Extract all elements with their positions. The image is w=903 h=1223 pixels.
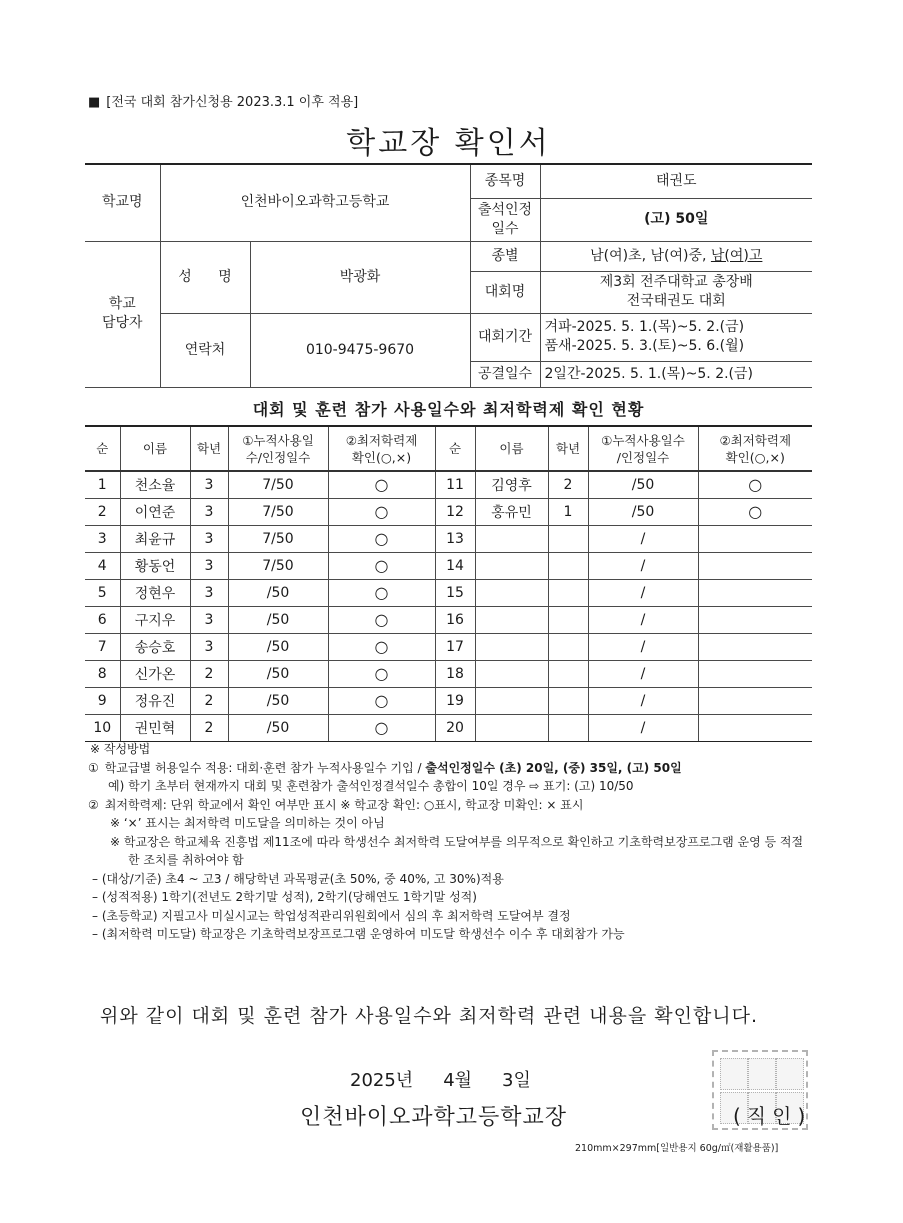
- roster-cell-name: 정현우: [120, 579, 190, 606]
- roster-row: [85, 498, 812, 525]
- form-usage-note: [88, 91, 358, 110]
- roster-cell-check: ○: [328, 606, 435, 633]
- roster-cell-no: 17: [435, 633, 475, 660]
- roster-cell-grade: 1: [548, 498, 588, 525]
- roster-cell-name: 황동언: [120, 552, 190, 579]
- contact-value: 010-9475-9670: [250, 313, 470, 387]
- criteria-item: – (최저학력 미도달) 학교장은 기초학력보장프로그램 운영하여 미도달 학생선수 이수 후 대회참가 가능: [92, 927, 625, 941]
- event-period-label: 대회기간: [470, 313, 540, 361]
- event-period-poomsae: 품새-2025. 5. 3.(토)~5. 6.(월): [544, 338, 745, 354]
- event-name-value: [540, 271, 812, 313]
- instruction-1-text: 학교급별 허용일수 적용: 대회·훈련 참가 누적사용일수 기입 /: [104, 760, 426, 775]
- event-name-line1: 제3회 전주대학교 총장배: [599, 274, 753, 290]
- roster-cell-no: 3: [85, 525, 120, 552]
- roster-cell-check: ○: [328, 714, 435, 741]
- criteria-item: – (초등학교) 지필고사 미실시교는 학업성적관리위원회에서 심의 후 최저학력 도달여부 결정: [92, 908, 571, 923]
- header-check-line1: ②최저학력제: [719, 432, 792, 448]
- roster-cell-days: 7/50: [228, 498, 328, 525]
- event-name-label: 대회명: [470, 271, 540, 313]
- school-manager-label: [85, 241, 160, 387]
- roster-cell-grade: 3: [190, 552, 228, 579]
- roster-cell-check: ○: [698, 498, 812, 525]
- header-days: [228, 426, 328, 471]
- confirmation-statement: 위와 같이 대회 및 훈련 참가 사용일수와 최저학력 관련 내용을 확인합니다.: [100, 1005, 759, 1027]
- header-check: [698, 426, 812, 471]
- header-days-line1: ①누적사용일수: [601, 432, 685, 448]
- instruction-2-number: ②: [88, 797, 99, 812]
- roster-cell-grade: 3: [190, 579, 228, 606]
- attendance-days-label: [470, 198, 540, 241]
- roster-cell-no: 2: [85, 498, 120, 525]
- roster-cell-days: /: [588, 579, 698, 606]
- excused-days-label: 공결일수: [470, 361, 540, 387]
- roster-cell-check: ○: [328, 552, 435, 579]
- header-check: [328, 426, 435, 471]
- instruction-2-text: 최저학력제: 단위 학교에서 확인 여부만 표시 ※ 학교장 확인: ○표시, 학교장 미확인: × 표시: [104, 797, 584, 812]
- roster-cell-grade: [548, 633, 588, 660]
- criteria-item: – (대상/기준) 초4 ~ 고3 / 해당학년 과목평균(초 50%, 중 40%, 고 30%)적용: [92, 871, 504, 886]
- roster-header-row: [85, 426, 812, 471]
- roster-cell-no: 16: [435, 606, 475, 633]
- roster-cell-grade: [548, 525, 588, 552]
- roster-cell-check: ○: [328, 498, 435, 525]
- header-check-line1: ②최저학력제: [345, 432, 418, 448]
- roster-cell-days: /: [588, 714, 698, 741]
- roster-row: [85, 633, 812, 660]
- roster-cell-days: /50: [228, 633, 328, 660]
- roster-cell-days: /: [588, 525, 698, 552]
- roster-cell-days: /50: [588, 471, 698, 498]
- school-name-label: 학교명: [85, 164, 160, 241]
- instructions-heading: ※ 작성방법: [90, 742, 151, 756]
- school-manager-label-line1: 학교: [108, 296, 136, 312]
- roster-cell-no: 1: [85, 471, 120, 498]
- roster-cell-name: [475, 579, 548, 606]
- roster-cell-grade: [548, 687, 588, 714]
- header-name: 이름: [475, 426, 548, 471]
- document-title: 학교장 확인서: [346, 126, 551, 161]
- roster-cell-days: /50: [228, 660, 328, 687]
- header-check-line2: 확인(○,×): [725, 449, 785, 465]
- excused-days-value: 2일간-2025. 5. 1.(목)~5. 2.(금): [540, 361, 812, 387]
- roster-cell-days: /50: [588, 498, 698, 525]
- school-manager-label-line2: 담당자: [101, 315, 143, 331]
- sport-label: 종목명: [470, 164, 540, 198]
- roster-cell-days: 7/50: [228, 552, 328, 579]
- roster-cell-check: [698, 687, 812, 714]
- category-selected: 남(여)고: [710, 247, 763, 264]
- contact-label: 연락처: [160, 313, 250, 387]
- roster-cell-check: [698, 714, 812, 741]
- roster-cell-grade: 3: [190, 471, 228, 498]
- category-value: [540, 241, 812, 271]
- principal-signature-line: 인천바이오과학고등학교장: [300, 1105, 568, 1130]
- instruction-1-number: ①: [88, 760, 99, 775]
- roster-cell-grade: 3: [190, 498, 228, 525]
- roster-cell-check: ○: [328, 525, 435, 552]
- roster-cell-check: [698, 552, 812, 579]
- roster-cell-no: 7: [85, 633, 120, 660]
- header-days-line2: 수/인정일수: [245, 449, 311, 465]
- roster-cell-name: [475, 687, 548, 714]
- roster-cell-grade: [548, 660, 588, 687]
- roster-cell-days: /50: [228, 606, 328, 633]
- roster-row: [85, 579, 812, 606]
- roster-cell-no: 4: [85, 552, 120, 579]
- attendance-days-label-line2: 일수: [491, 220, 519, 237]
- roster-cell-name: [475, 660, 548, 687]
- roster-cell-name: [475, 714, 548, 741]
- roster-cell-days: /: [588, 633, 698, 660]
- roster-cell-check: ○: [328, 633, 435, 660]
- roster-cell-check: ○: [328, 471, 435, 498]
- roster-row: [85, 471, 812, 498]
- seal-label: (직인): [733, 1104, 812, 1128]
- roster-cell-name: 권민혁: [120, 714, 190, 741]
- roster-cell-name: 신가온: [120, 660, 190, 687]
- instruction-1-bold: 출석인정일수 (초) 20일, (중) 35일, (고) 50일: [425, 760, 682, 775]
- roster-cell-no: 6: [85, 606, 120, 633]
- category-label: 종별: [470, 241, 540, 271]
- roster-cell-check: [698, 633, 812, 660]
- roster-cell-no: 14: [435, 552, 475, 579]
- roster-cell-grade: [548, 714, 588, 741]
- square-bullet-icon: ■: [88, 95, 101, 110]
- roster-cell-grade: 2: [548, 471, 588, 498]
- manager-name-label: 성 명: [160, 241, 250, 313]
- roster-cell-grade: 2: [190, 660, 228, 687]
- roster-cell-name: 구지우: [120, 606, 190, 633]
- roster-cell-no: 20: [435, 714, 475, 741]
- roster-cell-check: ○: [328, 579, 435, 606]
- roster-cell-grade: 2: [190, 687, 228, 714]
- header-grade: 학년: [190, 426, 228, 471]
- criteria-item: – (성적적용) 1학기(전년도 2학기말 성적), 2학기(당해연도 1학기말 성적): [92, 890, 477, 904]
- roster-cell-check: ○: [328, 687, 435, 714]
- roster-row: [85, 606, 812, 633]
- attendance-days-label-line1: 출석인정: [477, 201, 533, 218]
- date-day: 3일: [502, 1070, 531, 1091]
- roster-cell-no: 18: [435, 660, 475, 687]
- category-options: 남(여)초, 남(여)중,: [590, 247, 711, 264]
- roster-cell-days: /: [588, 552, 698, 579]
- roster-cell-no: 15: [435, 579, 475, 606]
- roster-cell-name: 천소율: [120, 471, 190, 498]
- header-check-line2: 확인(○,×): [351, 449, 412, 465]
- roster-cell-grade: 3: [190, 606, 228, 633]
- roster-cell-check: [698, 660, 812, 687]
- roster-cell-name: 송승호: [120, 633, 190, 660]
- roster-table: [85, 425, 812, 742]
- roster-cell-no: 8: [85, 660, 120, 687]
- date-year: 2025년: [350, 1070, 414, 1091]
- roster-cell-grade: [548, 552, 588, 579]
- instruction-1: [88, 759, 810, 778]
- instruction-2-note: ※ ‘×’ 표시는 최저학력 미도달을 의미하는 것이 아님: [110, 816, 385, 830]
- school-name-value: 인천바이오과학고등학교: [160, 164, 470, 241]
- event-period-value: [540, 313, 812, 361]
- confirmation-date: [350, 1066, 531, 1092]
- form-usage-text: [전국 대회 참가신청용 2023.3.1 이후 적용]: [106, 95, 359, 110]
- roster-cell-days: /50: [228, 714, 328, 741]
- manager-name-value: 박광화: [250, 241, 470, 313]
- instruction-2: [88, 796, 810, 815]
- header-days-line2: /인정일수: [616, 449, 670, 465]
- roster-cell-grade: 2: [190, 714, 228, 741]
- roster-cell-days: /50: [228, 687, 328, 714]
- roster-cell-grade: [548, 579, 588, 606]
- roster-cell-name: 최윤규: [120, 525, 190, 552]
- roster-cell-days: 7/50: [228, 471, 328, 498]
- roster-cell-name: [475, 633, 548, 660]
- roster-cell-days: /: [588, 660, 698, 687]
- header-grade: 학년: [548, 426, 588, 471]
- roster-cell-no: 9: [85, 687, 120, 714]
- school-info-table: [85, 163, 812, 388]
- roster-cell-no: 19: [435, 687, 475, 714]
- roster-cell-name: [475, 606, 548, 633]
- roster-row: [85, 714, 812, 741]
- roster-body: [85, 471, 812, 741]
- roster-cell-no: 5: [85, 579, 120, 606]
- roster-cell-grade: [548, 606, 588, 633]
- header-name: 이름: [120, 426, 190, 471]
- roster-cell-days: 7/50: [228, 525, 328, 552]
- roster-cell-no: 12: [435, 498, 475, 525]
- roster-cell-check: [698, 606, 812, 633]
- roster-cell-grade: 3: [190, 633, 228, 660]
- roster-row: [85, 660, 812, 687]
- roster-cell-check: [698, 525, 812, 552]
- roster-cell-check: [698, 579, 812, 606]
- event-name-line2: 전국태권도 대회: [626, 293, 726, 309]
- roster-cell-no: 13: [435, 525, 475, 552]
- sport-value: 태권도: [540, 164, 812, 198]
- writing-instructions: [88, 740, 810, 944]
- roster-row: [85, 525, 812, 552]
- roster-cell-days: /: [588, 606, 698, 633]
- roster-section-title: 대회 및 훈련 참가 사용일수와 최저학력제 확인 현황: [252, 400, 645, 419]
- roster-row: [85, 552, 812, 579]
- paper-spec-footer: 210mm×297mm[일반용지 60g/㎡(재활용품)]: [575, 1143, 779, 1154]
- roster-cell-days: /50: [228, 579, 328, 606]
- roster-cell-name: 홍유민: [475, 498, 548, 525]
- roster-cell-no: 11: [435, 471, 475, 498]
- date-month: 4월: [443, 1070, 473, 1091]
- instruction-1-example: 예) 학기 초부터 현재까지 대회 및 훈련참가 출석인정결석일수 총합이 10일 경우 ⇨ 표기: (고) 10/50: [108, 779, 634, 793]
- event-period-sparring: 겨파-2025. 5. 1.(목)~5. 2.(금): [544, 319, 745, 335]
- roster-cell-name: [475, 552, 548, 579]
- roster-cell-name: 이연준: [120, 498, 190, 525]
- roster-cell-grade: 3: [190, 525, 228, 552]
- roster-cell-no: 10: [85, 714, 120, 741]
- roster-cell-check: ○: [698, 471, 812, 498]
- roster-row: [85, 687, 812, 714]
- roster-cell-days: /: [588, 687, 698, 714]
- roster-cell-name: 정유진: [120, 687, 190, 714]
- roster-cell-name: 김영후: [475, 471, 548, 498]
- header-days-line1: ①누적사용일: [242, 432, 314, 448]
- attendance-days-value: (고) 50일: [540, 198, 812, 241]
- header-no: 순: [85, 426, 120, 471]
- instruction-2-note: ※ 학교장은 학교체육 진흥법 제11조에 따라 학생선수 최저학력 도달여부를 의무적으로 확인하고 기초학력보장프로그램 운영 등 적절한 조치를 취하여야 함: [110, 834, 804, 867]
- header-days: [588, 426, 698, 471]
- roster-cell-name: [475, 525, 548, 552]
- header-no: 순: [435, 426, 475, 471]
- roster-cell-check: ○: [328, 660, 435, 687]
